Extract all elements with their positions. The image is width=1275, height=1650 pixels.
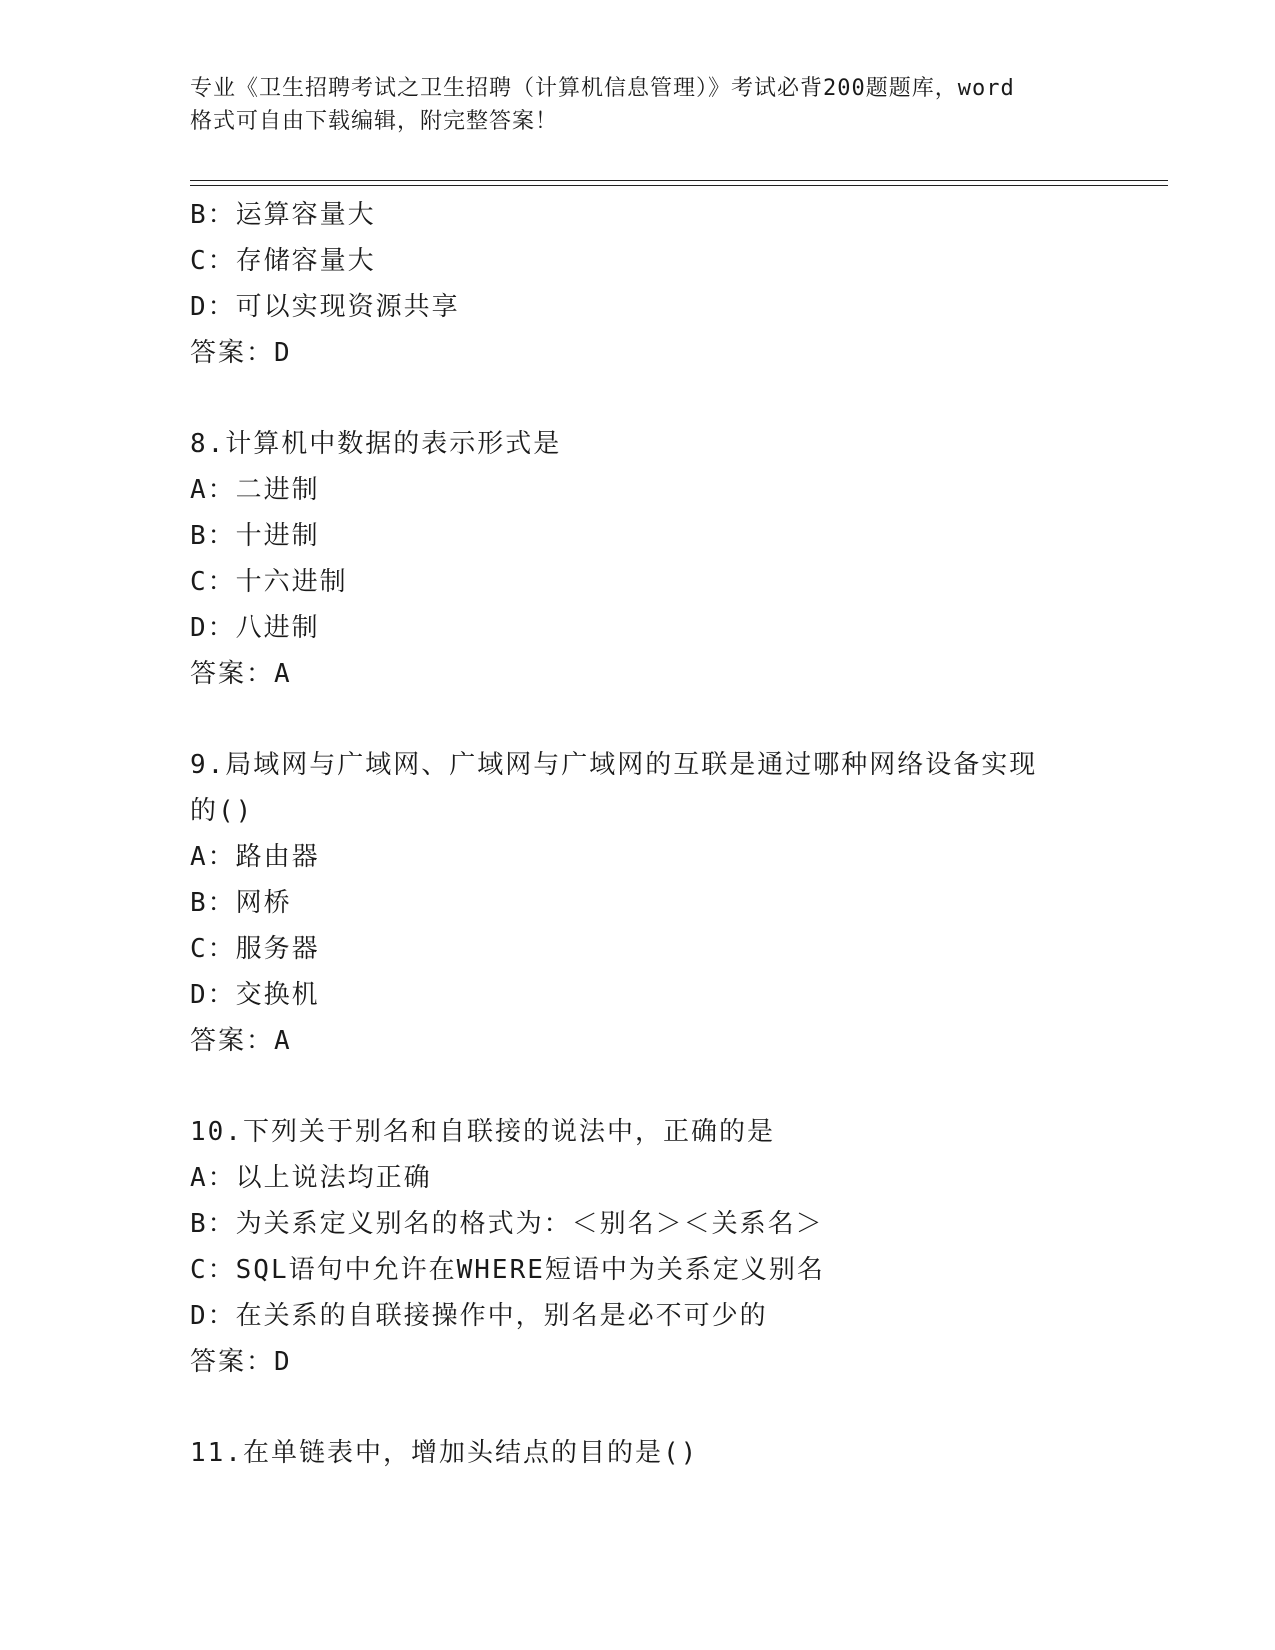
- question-list: [190, 192, 1150, 1476]
- option-c: C：十六进制: [190, 567, 348, 597]
- document-header: [190, 72, 1090, 138]
- answer: 答案：A: [190, 659, 292, 689]
- header-divider-bottom: [190, 185, 1168, 186]
- option-b: B：为关系定义别名的格式为：＜别名＞＜关系名＞: [190, 1209, 824, 1239]
- question-9: [190, 742, 1150, 1064]
- question-stem: 9.局域网与广域网、广域网与广域网的互联是通过哪种网络设备实现: [190, 750, 1038, 780]
- header-line-2: 格式可自由下载编辑，附完整答案！: [190, 109, 559, 134]
- question-stem: 10.下列关于别名和自联接的说法中，正确的是: [190, 1117, 775, 1147]
- option-c: C：存储容量大: [190, 246, 376, 276]
- question-10: [190, 1109, 1150, 1385]
- answer: 答案：D: [190, 1347, 292, 1377]
- option-d: D：在关系的自联接操作中，别名是必不可少的: [190, 1301, 768, 1331]
- question-11: [190, 1430, 1150, 1476]
- option-a: A：以上说法均正确: [190, 1163, 432, 1193]
- option-a: A：二进制: [190, 475, 320, 505]
- option-d: D：可以实现资源共享: [190, 292, 460, 322]
- header-divider-top: [190, 180, 1168, 181]
- option-d: D：八进制: [190, 613, 320, 643]
- question-8: [190, 421, 1150, 697]
- answer: 答案：A: [190, 1026, 292, 1056]
- option-a: A：路由器: [190, 842, 320, 872]
- question-stem: 11.在单链表中，增加头结点的目的是(): [190, 1438, 699, 1468]
- question-stem-continued: 的(): [190, 796, 254, 826]
- option-b: B：运算容量大: [190, 200, 376, 230]
- option-c: C：SQL语句中允许在WHERE短语中为关系定义别名: [190, 1255, 825, 1285]
- option-b: B：网桥: [190, 888, 292, 918]
- option-c: C：服务器: [190, 934, 320, 964]
- option-d: D：交换机: [190, 980, 320, 1010]
- question-7-continued: [190, 192, 1150, 376]
- answer: 答案：D: [190, 338, 292, 368]
- option-b: B：十进制: [190, 521, 320, 551]
- question-stem: 8.计算机中数据的表示形式是: [190, 429, 562, 459]
- header-line-1: 专业《卫生招聘考试之卫生招聘（计算机信息管理）》考试必背200题题库，word: [190, 76, 1015, 101]
